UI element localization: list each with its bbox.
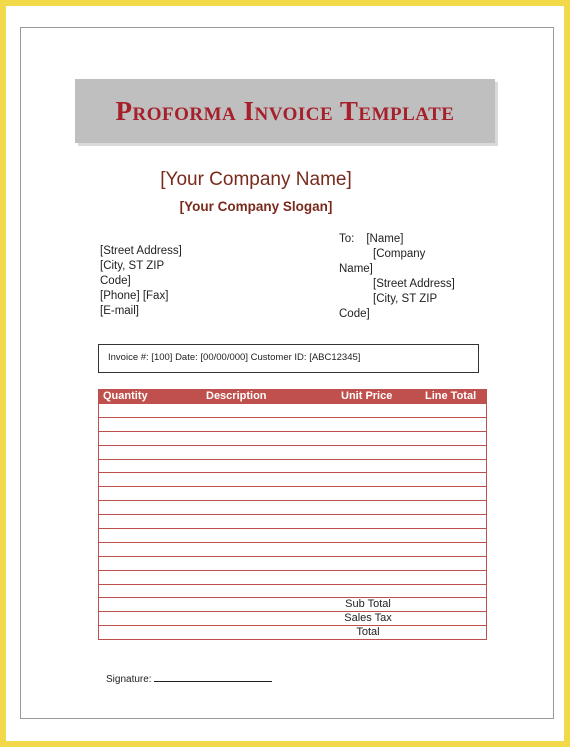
- sender-address: [100, 244, 210, 319]
- table-row[interactable]: [99, 403, 486, 417]
- table-row[interactable]: [99, 542, 486, 556]
- signature-area: [106, 673, 272, 685]
- table-header: [99, 390, 486, 403]
- table-row[interactable]: [99, 570, 486, 584]
- table-row[interactable]: [99, 417, 486, 431]
- table-row[interactable]: [99, 528, 486, 542]
- summary-row: [99, 597, 486, 611]
- summary-row: [99, 625, 486, 639]
- sender-street: [Street Address]: [100, 245, 182, 257]
- recipient-city: [City, ST ZIP: [373, 293, 438, 305]
- table-row[interactable]: [99, 500, 486, 514]
- header-unit-price: Unit Price: [341, 390, 393, 402]
- table-row[interactable]: [99, 445, 486, 459]
- table-row[interactable]: [99, 514, 486, 528]
- recipient-name: [Name]: [366, 233, 404, 245]
- recipient-company: [Company: [373, 248, 426, 260]
- table-row[interactable]: [99, 472, 486, 486]
- summary-row: [99, 611, 486, 625]
- invoice-page: [20, 27, 554, 719]
- summary-label: Sales Tax: [344, 612, 392, 625]
- company-slogan: [Your Company Slogan]: [179, 199, 333, 214]
- invoice-info-box: Invoice #: [100] Date: [00/00/000] Customer ID: [ABC12345]: [98, 344, 479, 373]
- table-row[interactable]: [99, 486, 486, 500]
- sender-city: [City, ST ZIP: [100, 260, 165, 272]
- line-items-table: [98, 389, 487, 640]
- signature-label: Signature:: [106, 674, 152, 685]
- table-row[interactable]: [99, 431, 486, 445]
- recipient-company-cont: Name]: [339, 263, 373, 275]
- recipient-city-cont: Code]: [339, 308, 370, 320]
- table-row[interactable]: [99, 459, 486, 473]
- to-label: To:: [339, 233, 355, 245]
- company-name: [Your Company Name]: [160, 169, 352, 190]
- document-title: Proforma Invoice Template: [115, 95, 455, 126]
- table-row[interactable]: [99, 584, 486, 598]
- sender-city-cont: Code]: [100, 275, 131, 287]
- recipient-address: [339, 232, 479, 322]
- header-quantity: Quantity: [103, 390, 148, 402]
- title-banner: [75, 79, 495, 143]
- signature-line[interactable]: [154, 673, 272, 682]
- summary-label: Sub Total: [345, 598, 391, 611]
- table-row[interactable]: [99, 556, 486, 570]
- recipient-street: [Street Address]: [373, 278, 455, 290]
- header-description: Description: [206, 390, 267, 402]
- sender-phone-fax: [Phone] [Fax]: [100, 290, 169, 302]
- sender-email: [E-mail]: [100, 305, 139, 317]
- summary-label: Total: [356, 626, 380, 639]
- header-line-total: Line Total: [425, 390, 477, 402]
